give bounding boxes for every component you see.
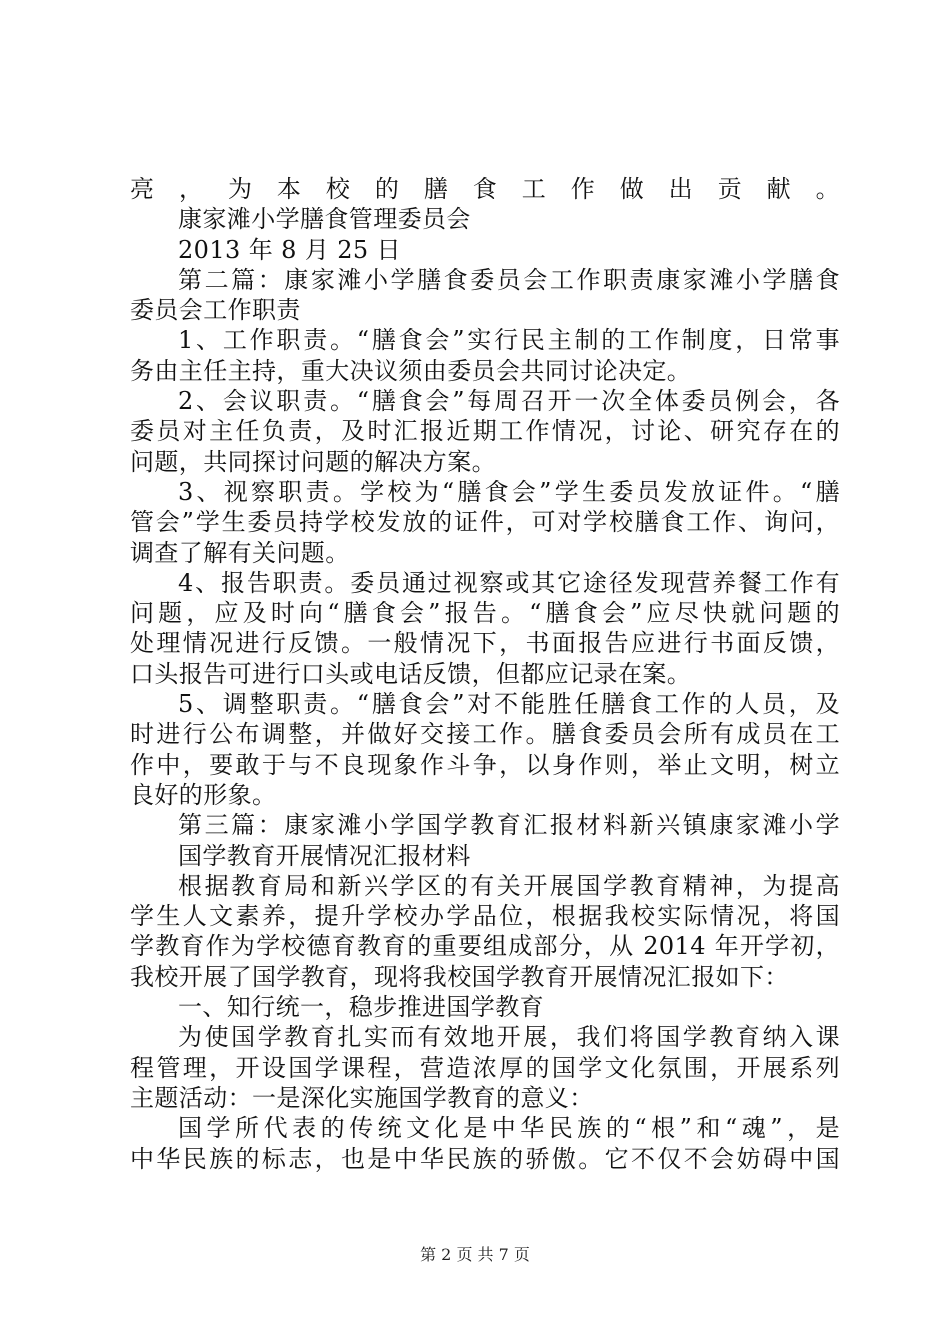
text-line: 2、会议职责。“膳食会”每周召开一次全体委员例会，各 (178, 387, 840, 416)
text-line: 处理情况进行反馈。一般情况下，书面报告应进行书面反馈， (130, 629, 840, 658)
text-line: 主题活动：一是深化实施国学教育的意义： (130, 1083, 594, 1112)
text-line: 口头报告可进行口头或电话反馈，但都应记录在案。 (130, 659, 692, 688)
text-line: 国学所代表的传统文化是中华民族的“根”和“魂”，是 (178, 1114, 840, 1143)
text-line: 为使国学教育扎实而有效地开展，我们将国学教育纳入课 (178, 1023, 840, 1052)
text-line: 程管理，开设国学课程，营造浓厚的国学文化氛围，开展系列 (130, 1053, 840, 1082)
text-line: 时进行公布调整，并做好交接工作。膳食委员会所有成员在工 (130, 720, 840, 749)
section-heading-continued: 国学教育开展情况汇报材料 (178, 841, 471, 870)
text-line: 学教育作为学校德育教育的重要组成部分，从 2014 年开学初， (130, 932, 840, 961)
section-heading-continued: 委员会工作职责 (130, 296, 301, 325)
text-line: 调查了解有关问题。 (130, 538, 350, 567)
committee-signature: 康家滩小学膳食管理委员会 (178, 205, 471, 234)
section-heading: 第二篇：康家滩小学膳食委员会工作职责康家滩小学膳食 (178, 265, 840, 294)
text-line: 良好的形象。 (130, 780, 277, 809)
text-line: 问题，共同探讨问题的解决方案。 (130, 447, 496, 476)
subsection-heading: 一、知行统一，稳步推进国学教育 (178, 993, 544, 1022)
text-line: 中华民族的标志，也是中华民族的骄傲。它不仅不会妨碍中国 (130, 1144, 840, 1173)
text-line: 问题，应及时向“膳食会”报告。“膳食会”应尽快就问题的 (130, 599, 840, 628)
text-line: 学生人文素养，提升学校办学品位，根据我校实际情况，将国 (130, 902, 840, 931)
text-line: 亮，为本校的膳食工作做出贡献。 (130, 175, 840, 203)
signature-date: 2013 年 8 月 25 日 (178, 235, 402, 264)
section-heading: 第三篇：康家滩小学国学教育汇报材料新兴镇康家滩小学 (178, 811, 840, 840)
text-line: 5、调整职责。“膳食会”对不能胜任膳食工作的人员，及 (178, 690, 840, 719)
text-line: 务由主任主持，重大决议须由委员会共同讨论决定。 (130, 356, 692, 385)
page-number-footer: 第 2 页 共 7 页 (420, 1245, 530, 1264)
text-line: 3、视察职责。学校为“膳食会”学生委员发放证件。“膳 (178, 477, 840, 506)
text-line: 根据教育局和新兴学区的有关开展国学教育精神，为提高 (178, 871, 840, 900)
text-line: 委员对主任负责，及时汇报近期工作情况，讨论、研究存在的 (130, 417, 840, 446)
text-line: 我校开展了国学教育，现将我校国学教育开展情况汇报如下： (130, 962, 789, 991)
document-body (130, 174, 840, 1174)
text-line: 管会”学生委员持学校发放的证件，可对学校膳食工作、询问， (130, 508, 840, 537)
text-line: 4、报告职责。委员通过视察或其它途径发现营养餐工作有 (178, 568, 840, 597)
text-line: 作中，要敢于与不良现象作斗争，以身作则，举止文明，树立 (130, 750, 840, 779)
text-line: 1、工作职责。“膳食会”实行民主制的工作制度，日常事 (178, 326, 840, 355)
